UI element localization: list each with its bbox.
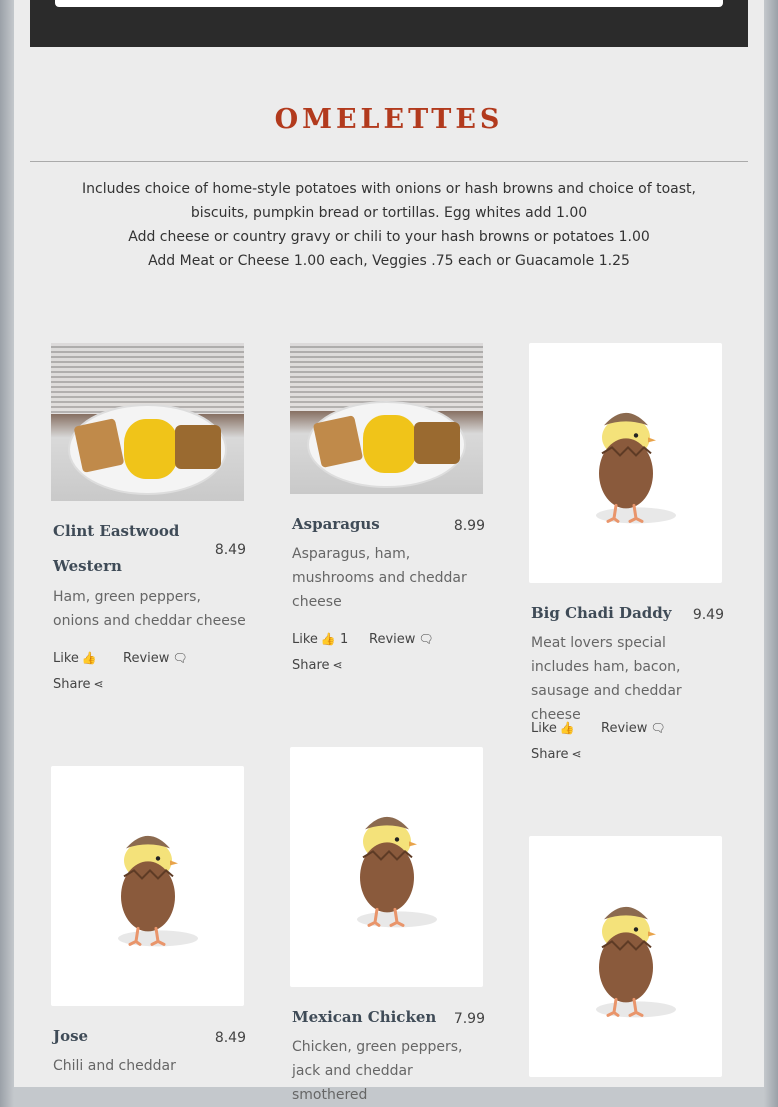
comment-icon: 🗨: [172, 651, 188, 665]
item-price: 7.99: [453, 1011, 485, 1027]
like-count: 1: [340, 632, 349, 647]
placeholder-chick-image[interactable]: [51, 766, 244, 1006]
item-name[interactable]: Mexican Chicken: [292, 1008, 437, 1026]
description-line: Includes choice of home-style potatoes with onions or hash browns and choice of toast,: [82, 181, 696, 197]
share-button[interactable]: [292, 652, 343, 679]
share-icon: ⋖: [332, 658, 343, 672]
item-description: Ham, green peppers, onions and cheddar cheese: [53, 589, 246, 629]
share-icon: ⋖: [571, 747, 582, 761]
section-description: [54, 177, 724, 273]
review-label: Review: [369, 632, 416, 647]
review-label: Review: [123, 651, 170, 666]
item-name[interactable]: Asparagus: [292, 515, 380, 533]
item-description: Chicken, green peppers, jack and cheddar smothered: [292, 1039, 463, 1103]
item-price: 8.99: [453, 518, 485, 534]
share-label: Share: [53, 677, 91, 692]
food-photo[interactable]: [51, 343, 244, 501]
like-label: Like: [53, 651, 79, 666]
like-label: Like: [531, 721, 557, 736]
item-description: Chili and cheddar: [53, 1058, 176, 1074]
item-name[interactable]: [53, 514, 179, 584]
item-actions: [531, 715, 726, 767]
share-label: Share: [292, 658, 330, 673]
item-price: 8.49: [214, 542, 246, 558]
share-button[interactable]: [531, 741, 582, 768]
chick-in-egg-icon: [576, 395, 676, 525]
item-name[interactable]: Big Chadi Daddy: [531, 604, 672, 622]
item-description: Asparagus, ham, mushrooms and cheddar cheese: [292, 546, 467, 610]
item-name[interactable]: Jose: [53, 1027, 89, 1045]
chick-in-egg-icon: [337, 799, 437, 929]
placeholder-chick-image[interactable]: [529, 343, 722, 583]
share-button[interactable]: [53, 671, 104, 698]
like-button[interactable]: [292, 626, 348, 653]
placeholder-chick-image[interactable]: [290, 747, 483, 987]
thumbs-up-icon: 👍: [559, 721, 575, 735]
description-line: Add cheese or country gravy or chili to your hash browns or potatoes 1.00: [128, 229, 650, 245]
item-actions: [53, 645, 248, 697]
like-label: Like: [292, 632, 318, 647]
section-divider: [30, 161, 748, 162]
food-photo[interactable]: [290, 343, 483, 494]
chick-in-egg-icon: [576, 889, 676, 1019]
review-button[interactable]: [123, 645, 188, 672]
review-button[interactable]: [369, 626, 434, 653]
share-icon: ⋖: [93, 677, 104, 691]
thumbs-up-icon: 👍: [320, 632, 336, 646]
thumbs-up-icon: 👍: [81, 651, 97, 665]
top-bar: [30, 0, 748, 47]
item-price: 9.49: [692, 607, 724, 623]
description-line: biscuits, pumpkin bread or tortillas. Egg whites add 1.00: [190, 205, 588, 221]
review-button[interactable]: [601, 715, 666, 742]
item-name-line: Western: [53, 557, 122, 575]
menu-panel: [14, 0, 764, 1103]
comment-icon: 🗨: [650, 721, 666, 735]
section-title: OMELETTES: [274, 104, 504, 135]
item-price: 8.49: [214, 1030, 246, 1046]
item-name-line: Clint Eastwood: [53, 522, 180, 540]
comment-icon: 🗨: [418, 632, 434, 646]
search-field[interactable]: [55, 0, 723, 7]
description-line: Add Meat or Cheese 1.00 each, Veggies .75 each or Guacamole 1.25: [148, 253, 630, 269]
placeholder-chick-image[interactable]: [529, 836, 722, 1077]
item-actions: [292, 626, 487, 678]
chick-in-egg-icon: [98, 818, 198, 948]
like-button[interactable]: [531, 715, 575, 742]
like-button[interactable]: [53, 645, 97, 672]
item-description: Meat lovers special includes ham, bacon, sausage and cheddar cheese: [531, 635, 682, 723]
share-label: Share: [531, 747, 569, 762]
review-label: Review: [601, 721, 648, 736]
